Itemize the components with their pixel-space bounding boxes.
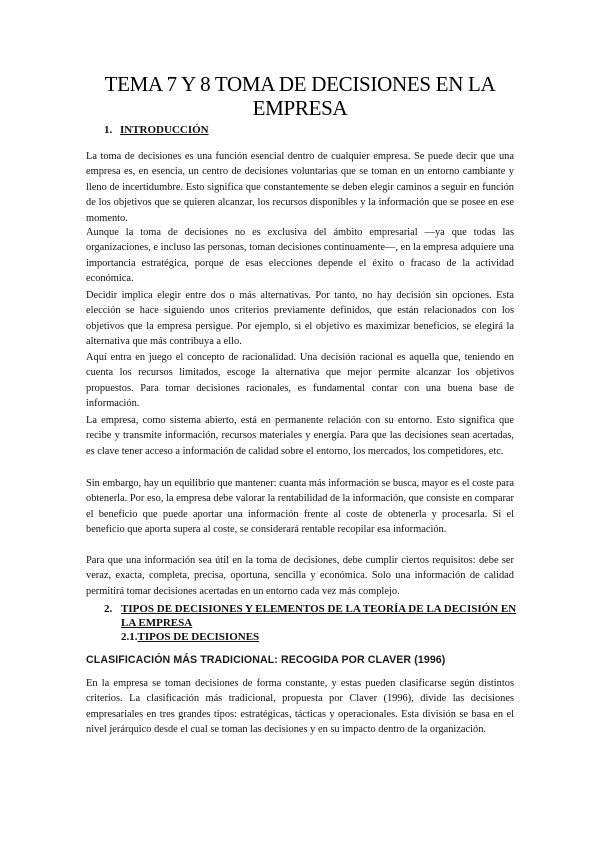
section-heading-text: INTRODUCCIÓN [120,124,209,136]
paragraph-8: En la empresa se toman decisiones de forma constante, y estas pueden clasificarse según distintos criterios. La clasificación más tradicional, propuesta por Claver (1996), divide las decisiones empresariales en tres grandes tipos: estratégicas, tácticas y operacionales. Esta división se basa en el nivel jerárquico desde el cual se toman las decisiones y en su impacto dentro de la organización. [86,678,514,736]
section-number: 2. [104,603,113,615]
paragraph-2: Aunque la toma de decisiones no es exclusiva del ámbito empresarial —ya que todas las organizaciones, e incluso las personas, toman decisiones continuamente—, en la empresa adquiere una importancia estratégica, porque de esas elecciones depende el éxito o fracaso de la actividad económica. [86,227,514,285]
paragraph-6: Sin embargo, hay un equilibrio que mantener: cuanta más información se busca, mayor es el coste para obtenerla. Por eso, la empresa debe valorar la rentabilidad de la información, que consiste en comparar el beneficio que puede aportar una información frente al coste de obtenerla y procesarla. Si el beneficio que aporta supera al coste, se considerará rentable recopilar esa información. [86,478,514,536]
section-heading-tipos [104,602,522,630]
classification-heading: CLASIFICACIÓN MÁS TRADICIONAL: RECOGIDA POR CLAVER (1996) [86,654,446,666]
paragraph-5: La empresa, como sistema abierto, está en permanente relación con su entorno. Esto significa que recibe y transmite información, recursos materiales y energía. Para que las decisiones sean acertadas, es clave tener acceso a información de calidad sobre el entorno, los mercados, los competidores, etc. [86,415,514,457]
paragraph-1: La toma de decisiones es una función esencial dentro de cualquier empresa. Se puede decir que una empresa es, en esencia, un centro de decisiones voluntarias que se toman en un entorno cambiante y lleno de incertidumbre. Esto significa que constantemente se deben elegir caminos a seguir en función de los objetivos que se quieren alcanzar, los recursos disponibles y la información que se posee en ese momento. [86,151,514,224]
section-heading-introduccion [104,123,209,137]
paragraph-3: Decidir implica elegir entre dos o más alternativas. Por tanto, no hay decisión sin opciones. Esta elección se hace siguiendo unos criterios previamente definidos, que están relacionados con los objetivos que la empresa persigue. Por ejemplo, si el objetivo es maximizar beneficios, se elegirá la alternativa que más contribuya a ello. [86,290,514,348]
paragraph-4: Aquí entra en juego el concepto de racionalidad. Una decisión racional es aquella que, teniendo en cuenta los recursos limitados, escoge la alternativa que mejor permite alcanzar los objetivos propuestos. Para tomar decisiones racionales, es fundamental contar con una buena base de información. [86,352,514,410]
paragraph-7: Para que una información sea útil en la toma de decisiones, debe cumplir ciertos requisitos: debe ser veraz, exacta, completa, precisa, oportuna, sencilla y económica. Solo una información de calidad permitirá tomar decisiones acertadas en un entorno cada vez más complejo. [86,555,514,597]
document-title: TEMA 7 Y 8 TOMA DE DECISIONES EN LA EMPRESA [104,72,496,120]
subsection-heading-text: TIPOS DE DECISIONES [137,631,260,643]
subsection-heading [121,630,259,644]
section-number: 1. [104,124,113,136]
subsection-number: 2.1. [121,631,138,643]
section-heading-text: TIPOS DE DECISIONES Y ELEMENTOS DE LA TEORÍA DE LA DECISIÓN EN LA EMPRESA [121,603,517,629]
